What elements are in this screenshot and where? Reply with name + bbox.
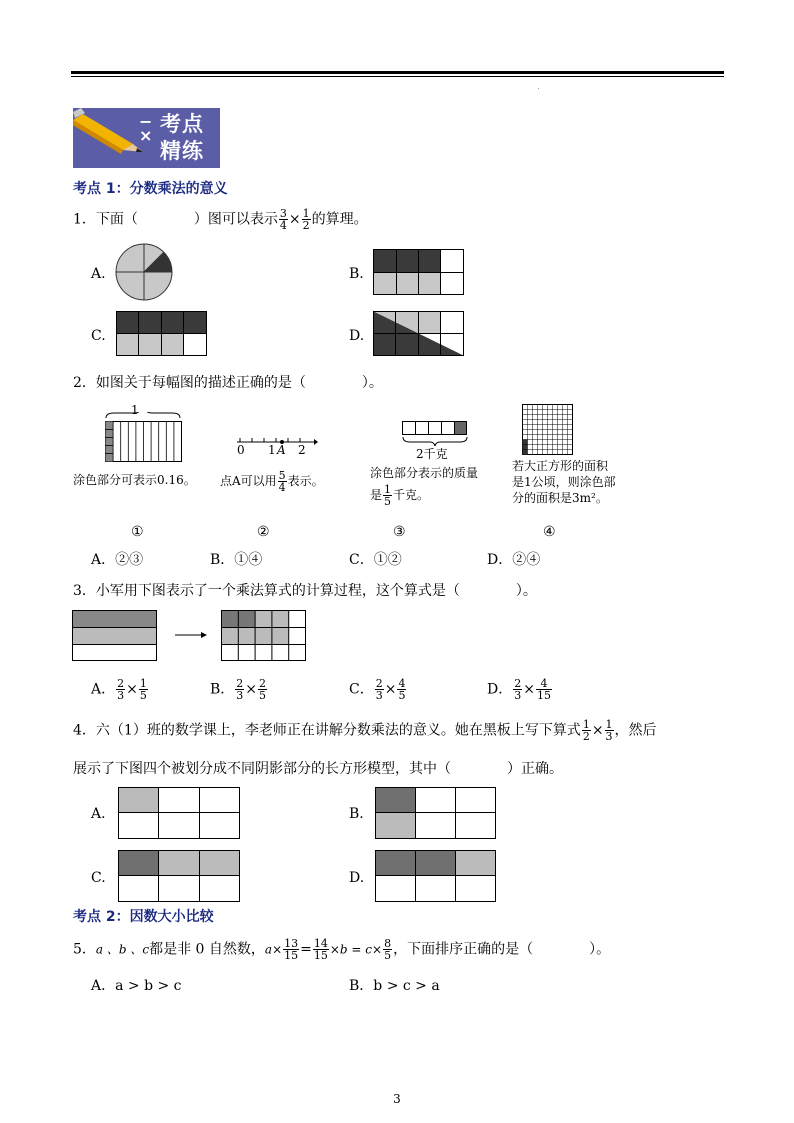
q3-figure-left	[72, 610, 158, 662]
q5-option-b: B．b > c > a	[349, 978, 440, 994]
question-4-line1: 4．六（1）班的数学课上，李老师正在讲解分数乘法的意义。她在黑板上写下算式 $\frac{1}{2}$ × $\frac{1}{3}$ ，然后	[73, 718, 657, 743]
q4-figure-d	[375, 850, 498, 903]
q2-option-b: B．①④	[210, 552, 263, 568]
question-2: 2．如图关于每幅图的描述正确的是（ ）。	[73, 375, 383, 391]
q1-figure-d-grid	[373, 311, 465, 357]
q3-option-d: D． $\frac{2}{3}$ × $\frac{4}{15}$	[487, 677, 551, 702]
q2-fig1-bar	[104, 412, 184, 464]
fig3-top-label: 2千克	[416, 447, 448, 461]
question-3: 3．小军用下图表示了一个乘法算式的计算过程，这个算式是（ ）。	[73, 583, 537, 599]
fig2-description: 点A可以用 $\frac{5}{4}$ 表示。	[220, 469, 324, 494]
fig-label-2: ②	[257, 524, 270, 540]
q1-figure-c-grid	[116, 311, 208, 357]
fig2-tick-1: 1	[268, 443, 276, 457]
q4-option-b-label: B.	[349, 806, 364, 822]
fig-label-3: ③	[393, 524, 406, 540]
fig-label-4: ④	[543, 524, 556, 540]
fig3-line1: 涂色部分表示的质量	[370, 466, 479, 480]
fig1-top-label: 1	[131, 403, 139, 417]
times-symbol: ×	[139, 126, 153, 145]
header-rule-thin	[71, 76, 724, 77]
q1-option-b-label: B.	[349, 266, 364, 282]
section-title-1: 考点 1：分数乘法的意义	[73, 181, 228, 197]
fig-label-1: ①	[131, 524, 144, 540]
fig1-description: 涂色部分可表示0.16。	[73, 473, 196, 487]
banner-line1: 考点	[160, 112, 204, 136]
arrow-right-icon	[175, 630, 207, 640]
page-number: 3	[393, 1092, 401, 1106]
fig4-line2: 是1公顷，则涂色部	[512, 475, 616, 489]
fig2-tick-a: A	[277, 443, 286, 457]
question-4-line2: 展示了下图四个被划分成不同阴影部分的长方形模型，其中（ ）正确。	[73, 761, 563, 777]
fig2-tick-0: 0	[237, 443, 245, 457]
q2-option-c: C．①②	[349, 552, 402, 568]
q2-fig4-hundred-grid	[522, 404, 574, 456]
section-banner	[73, 108, 220, 168]
q4-option-a-label: A.	[91, 806, 106, 822]
q5-option-a: A．a > b > c	[91, 978, 182, 994]
header-rule-thick	[71, 71, 724, 74]
speck	[538, 88, 539, 89]
q2-option-d: D．②④	[487, 552, 541, 568]
q1-figure-a-circle	[115, 243, 175, 303]
q4-figure-b	[375, 787, 498, 840]
q2-option-a: A．②③	[91, 552, 144, 568]
q3-option-b: B． $\frac{2}{3}$ × $\frac{2}{5}$	[210, 677, 267, 702]
q1-option-d-label: D.	[349, 328, 365, 344]
fig2-tick-2: 2	[298, 443, 306, 457]
q3-figure-right	[221, 610, 307, 662]
q2-fig3-bar	[402, 420, 468, 448]
q4-option-d-label: D.	[349, 870, 365, 886]
minus-symbol: −	[139, 112, 153, 131]
q4-figure-a	[118, 787, 242, 840]
question-1: 1．下面（ ）图可以表示 $\frac{3}{4}$ × $\frac{1}{2}$ 的算理。	[73, 207, 368, 232]
q1-option-a-label: A.	[91, 266, 106, 282]
fraction: $\frac{3}{4}$	[279, 207, 287, 232]
banner-line2: 精练	[160, 139, 204, 163]
fraction: $\frac{1}{2}$	[302, 207, 310, 232]
question-5: 5．a 、b 、c都是非 0 自然数，a× $\frac{13}{15}$ = $\frac{14}{15}$ ×b = c× $\frac{8}{5}$ ，下面排序正确的是（ ）。	[73, 937, 611, 962]
q4-option-c-label: C.	[91, 870, 106, 886]
q3-option-c: C． $\frac{2}{3}$ × $\frac{4}{5}$	[349, 677, 406, 702]
q1-figure-b-grid	[373, 249, 465, 296]
fig4-line3: 分的面积是3m²。	[512, 491, 608, 505]
q1-option-c-label: C.	[91, 328, 106, 344]
fig3-line2: 是 $\frac{1}{5}$ 千克。	[370, 483, 430, 508]
section-title-2: 考点 2：因数大小比较	[73, 909, 214, 925]
q4-figure-c	[118, 850, 242, 903]
q3-option-a: A． $\frac{2}{3}$ × $\frac{1}{5}$	[91, 677, 147, 702]
fig4-line1: 若大正方形的面积	[512, 459, 609, 473]
